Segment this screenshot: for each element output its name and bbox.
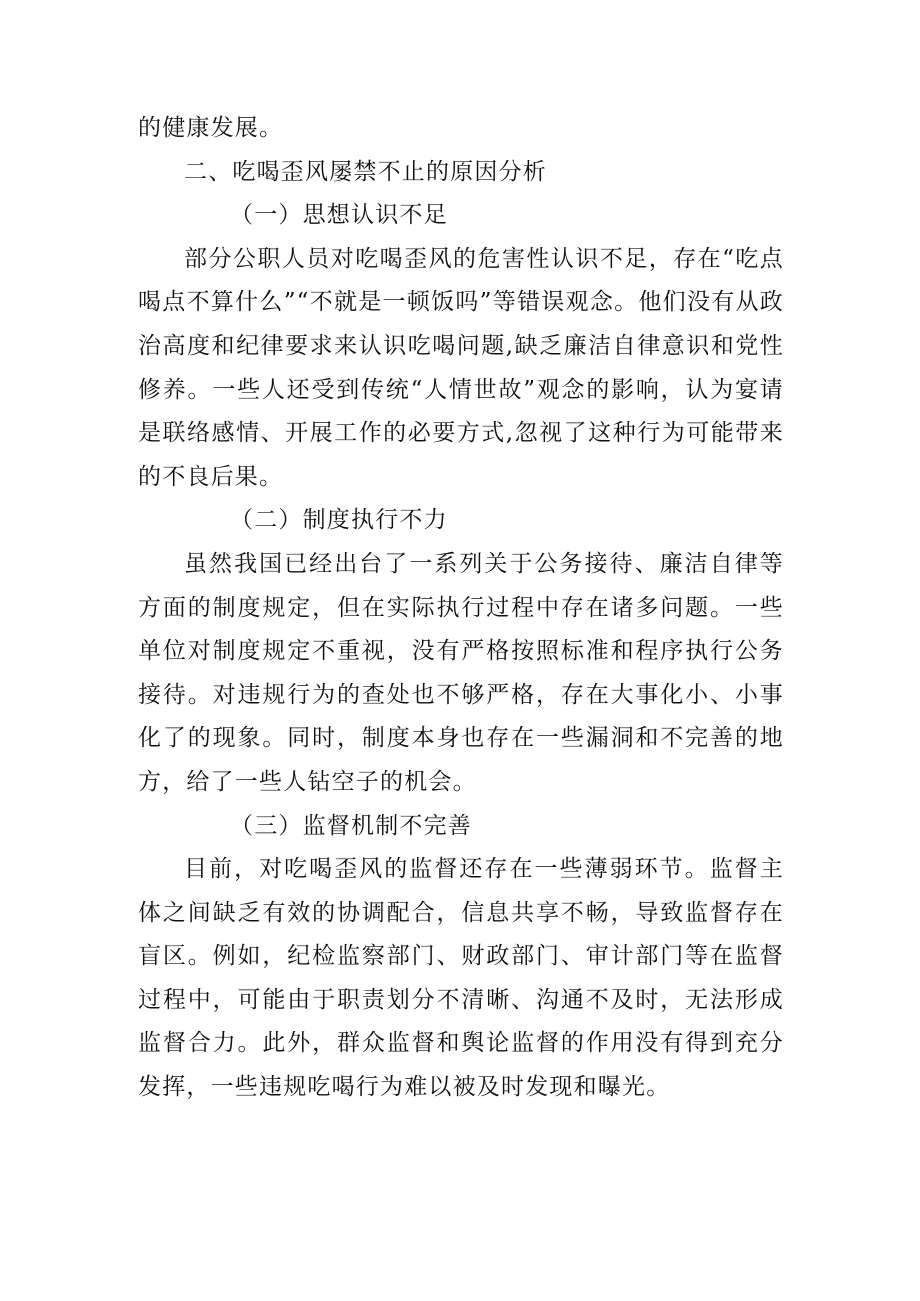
paragraph-2: 虽然我国已经出台了一系列关于公务接待、廉洁自律等方面的制度规定，但在实际执行过程中存在诸多问题。一些单位对制度规定不重视，没有严格按照标准和程序执行公务接待。对违规行为的查处也不够严格，存在大事化小、小事化了的现象。同时，制度本身也存在一些漏洞和不完善的地方，给了一些人钻空子的机会。 <box>138 550 784 795</box>
paragraph-1: 部分公职人员对吃喝歪风的危害性认识不足，存在“吃点喝点不算什么”“不就是一顿饭吗”等错误观念。他们没有从政治高度和纪律要求来认识吃喝问题,缺乏廉洁自律意识和党性修养。一些人还受到传统“人情世故”观念的影响，认为宴请是联络感情、开展工作的必要方式,忽视了这种行为可能带来的不良后果。 <box>138 245 784 490</box>
paragraph-3: 目前，对吃喝歪风的监督还存在一些薄弱环节。监督主体之间缺乏有效的协调配合，信息共享不畅，导致监督存在盲区。例如，纪检监察部门、财政部门、审计部门等在监督过程中，可能由于职责划分不清晰、沟通不及时，无法形成监督合力。此外，群众监督和舆论监督的作用没有得到充分发挥，一些违规吃喝行为难以被及时发现和曝光。 <box>138 856 784 1101</box>
section-heading: 二、吃喝歪风屡禁不止的原因分析 <box>184 158 547 185</box>
document-body <box>138 107 784 1110</box>
subsection-heading-2: （二）制度执行不力 <box>230 507 448 534</box>
subsection-heading-1: （一）思想认识不足 <box>230 202 448 229</box>
continuation-text: 的健康发展。 <box>138 115 284 141</box>
subsection-heading-3: （三）监督机制不完善 <box>230 812 472 839</box>
